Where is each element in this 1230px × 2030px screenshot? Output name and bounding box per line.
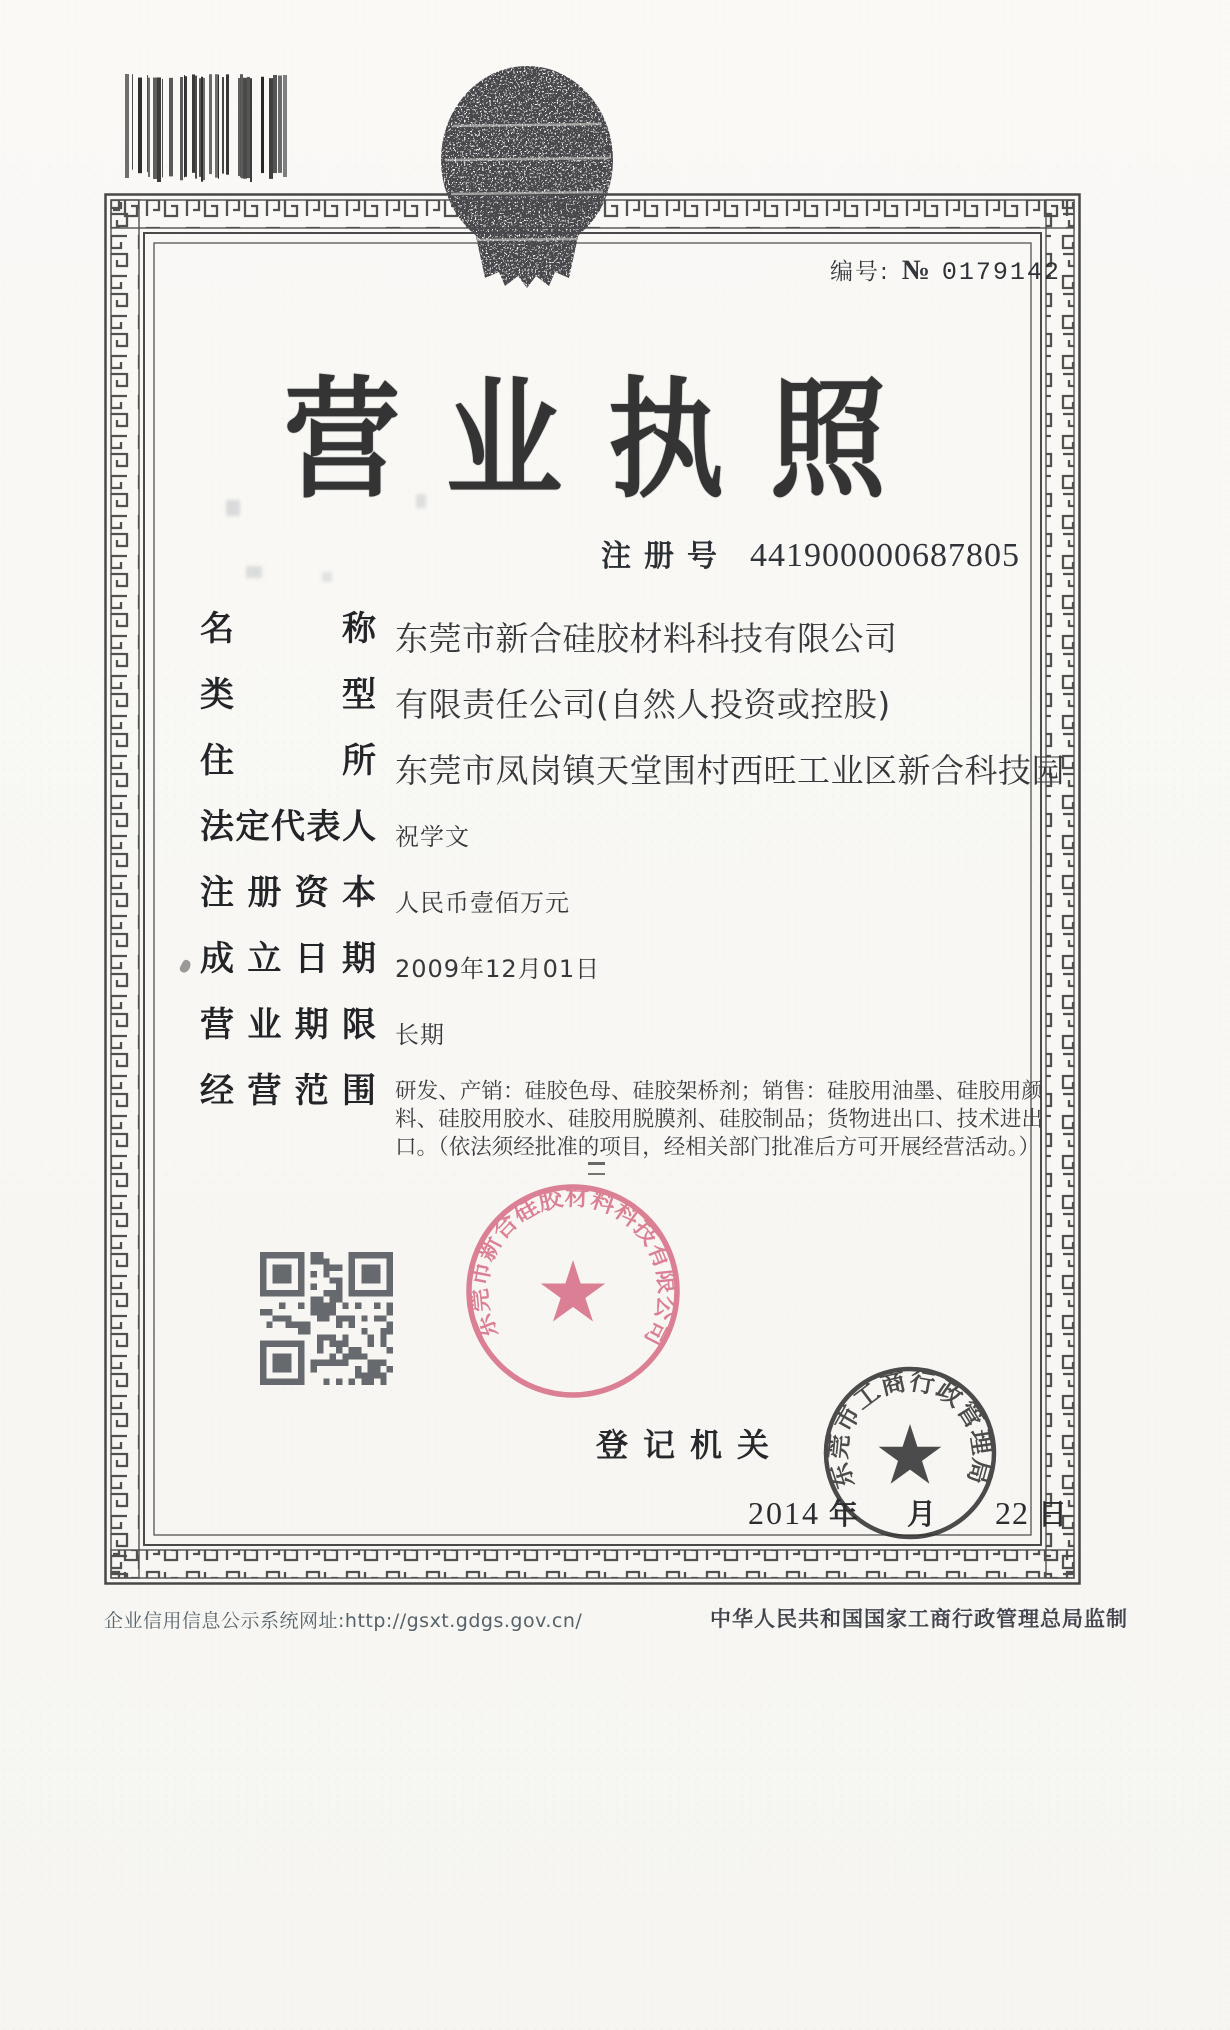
registrar-label: 登记机关 — [596, 1426, 785, 1464]
serial-number: 0179142 — [941, 258, 1061, 287]
field-value: 长期 — [395, 1021, 445, 1049]
field-label: 法定代表人 — [200, 807, 376, 847]
field-label: 经营范围 — [200, 1071, 376, 1111]
field-value: 东莞市凤岗镇天堂围村西旺工业区新合科技园 — [395, 751, 1065, 790]
qr-code — [260, 1252, 393, 1385]
field-value: 研发、产销：硅胶色母、硅胶架桥剂；销售：硅胶用油墨、硅胶用颜料、硅胶用胶水、硅胶用脱膜剂、硅胶制品；货物进出口、技术进出口。（依法须经批准的项目，经相关部门批准后方可开展经营活动。） — [395, 1079, 1043, 1160]
year-unit: 年 — [829, 1497, 859, 1531]
field-label: 成立日期 — [200, 939, 376, 979]
company-seal — [458, 1176, 688, 1406]
barcode — [125, 72, 292, 182]
field-label: 名称 — [200, 609, 376, 649]
field-value: 2009年12月01日 — [395, 955, 601, 983]
numero-symbol: № — [901, 255, 930, 286]
star-icon — [541, 1260, 606, 1322]
scan-artifact — [322, 572, 332, 582]
field-row-address — [200, 742, 1070, 808]
field-value: 有限责任公司(自然人投资或控股) — [395, 685, 891, 724]
footer-public-info-url: 企业信用信息公示系统网址:http://gsxt.gdgs.gov.cn/ — [104, 1610, 583, 1632]
field-value: 人民币壹佰万元 — [395, 889, 570, 917]
scan-artifact — [246, 566, 262, 578]
registration-number-line — [601, 531, 1020, 575]
issue-day: 22 — [995, 1495, 1030, 1531]
day-unit: 日 — [1038, 1497, 1068, 1531]
field-row-registered-capital — [200, 874, 1070, 940]
month-unit: 月 — [907, 1497, 937, 1531]
field-value: 祝学文 — [395, 823, 470, 851]
field-row-business-term — [200, 1006, 1070, 1072]
field-label: 注册资本 — [200, 873, 376, 913]
field-row-type — [200, 676, 1070, 742]
registrar-seal — [820, 1363, 1000, 1543]
serial-number-line — [830, 253, 1061, 287]
registration-number-label: 注册号 — [601, 539, 730, 574]
serial-label: 编号: — [830, 259, 890, 285]
company-seal-text: 东莞市新合硅胶材料科技有限公司 — [464, 1182, 682, 1352]
field-label: 类型 — [200, 675, 376, 715]
star-icon — [879, 1424, 942, 1484]
national-emblem — [437, 64, 617, 292]
registration-number-value: 441900000687805 — [750, 537, 1020, 574]
field-row-name — [200, 610, 1070, 676]
field-label: 住所 — [200, 741, 376, 781]
scan-artifact — [588, 1162, 605, 1175]
registrar-seal-text: 东莞市工商行政管理局 — [823, 1366, 997, 1493]
footer-issuing-authority: 中华人民共和国国家工商行政管理总局监制 — [710, 1607, 1128, 1631]
issue-year: 2014 — [748, 1495, 820, 1531]
field-row-legal-representative — [200, 808, 1070, 874]
license-title: 营业执照 — [284, 365, 932, 517]
field-row-business-scope — [200, 1072, 1070, 1162]
field-row-establish-date — [200, 940, 1070, 1006]
field-value: 东莞市新合硅胶材料科技有限公司 — [395, 619, 898, 658]
scan-artifact — [226, 500, 240, 516]
license-fields — [200, 610, 1070, 1162]
field-label: 营业期限 — [200, 1005, 376, 1045]
